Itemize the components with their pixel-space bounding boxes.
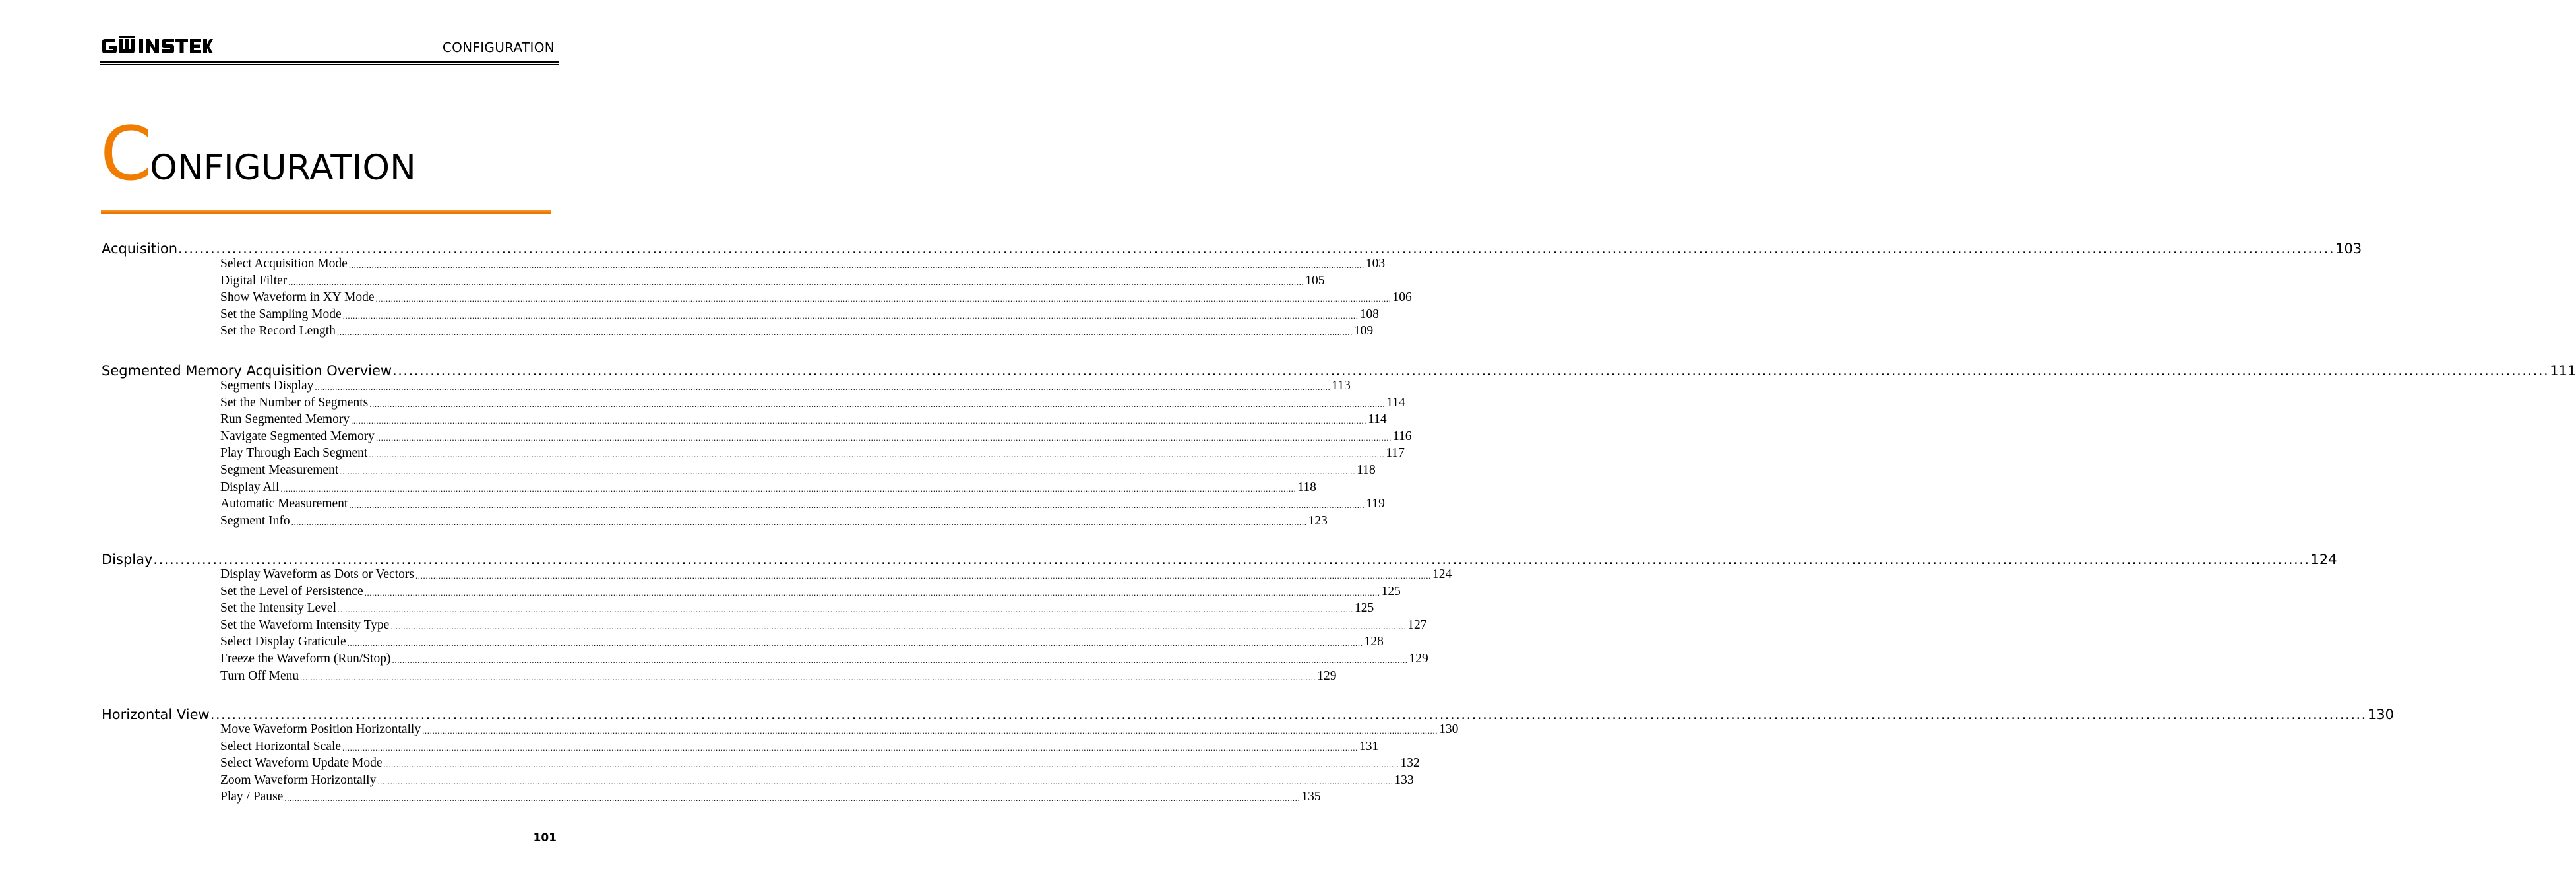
dot-leader: ................................................................................................................................................................................................................................................................................................................................................................................................................ [349, 500, 1365, 511]
toc-entry[interactable] [220, 323, 1374, 339]
toc-entry[interactable] [220, 584, 1401, 600]
toc-section-segmented-memory-acquisition-overview[interactable] [102, 360, 2576, 380]
toc-entry-page: 131 [1359, 739, 1379, 753]
toc-entry-page: 129 [1409, 652, 1428, 666]
toc-entry-label: Select Waveform Update Mode [220, 756, 383, 771]
header-section-title: CONFIGURATION [442, 40, 555, 55]
toc-entry-label: Set the Level of Persistence [220, 584, 363, 598]
toc-entry[interactable] [220, 256, 1386, 272]
toc-section-title: Display [102, 552, 153, 567]
toc-entry-page: 116 [1392, 429, 1412, 443]
toc-entry-page: 109 [1353, 324, 1374, 338]
dot-leader: ................................................................................................................................................................................................................................................................................................................................................................................................................ [369, 398, 1386, 409]
toc-section-acquisition[interactable] [102, 238, 2362, 258]
toc-entry[interactable] [220, 496, 1385, 512]
toc-entry[interactable] [220, 395, 1405, 411]
toc-entry-page: 113 [1332, 379, 1351, 393]
dot-leader: ................................................................................................................................................................................................................................................................................................................................................................................................................ [415, 571, 1431, 581]
dot-leader: ................................................................................................................................................................................................................................................................................................................................................................................................................ [336, 327, 1353, 338]
toc-entry[interactable] [220, 290, 1412, 305]
toc-entry-label: Show Waveform in XY Mode [220, 290, 375, 305]
toc-entry-page: 130 [1439, 722, 1459, 736]
toc-entry[interactable] [220, 567, 1452, 583]
dot-leader: ................................................................................................................................................................................................................................................................................................................................................................................................................ [210, 707, 2367, 722]
toc-entry[interactable] [220, 739, 1379, 755]
dot-leader: ................................................................................................................................................................................................................................................................................................................................................................................................................ [340, 466, 1356, 476]
toc-section-page: 103 [2335, 241, 2362, 257]
toc-entry[interactable] [220, 445, 1405, 461]
dot-leader: ................................................................................................................................................................................................................................................................................................................................................................................................................ [288, 276, 1304, 287]
dot-leader: ................................................................................................................................................................................................................................................................................................................................................................................................................ [375, 294, 1392, 304]
toc-section-display[interactable] [102, 549, 2337, 569]
toc-entry-label: Digital Filter [220, 273, 288, 288]
toc-entry[interactable] [220, 668, 1337, 684]
toc-entry[interactable] [220, 480, 1316, 495]
toc-entry-label: Move Waveform Position Horizontally [220, 722, 421, 736]
toc-entry-label: Set the Sampling Mode [220, 307, 342, 321]
dot-leader: ................................................................................................................................................................................................................................................................................................................................................................................................................ [390, 621, 1407, 631]
toc-entry-page: 132 [1400, 756, 1420, 771]
page-number: 101 [533, 831, 557, 844]
toc-entry-page: 117 [1386, 446, 1405, 461]
toc-entry-label: Play / Pause [220, 790, 284, 804]
toc-entry[interactable] [220, 789, 1321, 805]
dot-leader: ................................................................................................................................................................................................................................................................................................................................................................................................................ [315, 382, 1331, 392]
dot-leader: ................................................................................................................................................................................................................................................................................................................................................................................................................ [392, 655, 1408, 665]
toc-entry[interactable] [220, 273, 1325, 289]
dot-leader: ................................................................................................................................................................................................................................................................................................................................................................................................................ [348, 260, 1365, 270]
toc-entry-label: Display Waveform as Dots or Vectors [220, 567, 414, 581]
toc-entry-label: Set the Waveform Intensity Type [220, 618, 390, 632]
dot-leader: ................................................................................................................................................................................................................................................................................................................................................................................................................ [422, 726, 1438, 736]
toc-entry[interactable] [220, 600, 1374, 616]
toc-entry[interactable] [220, 722, 1459, 738]
toc-entry[interactable] [220, 513, 1328, 529]
toc-entry-label: Navigate Segmented Memory [220, 429, 375, 443]
dot-leader: ................................................................................................................................................................................................................................................................................................................................................................................................................ [284, 793, 1301, 804]
toc-entry-page: 108 [1359, 307, 1379, 321]
toc-entry-label: Freeze the Waveform (Run/Stop) [220, 652, 391, 666]
toc-entry[interactable] [220, 462, 1376, 478]
toc-entry-page: 133 [1394, 773, 1414, 787]
toc-entry[interactable] [220, 755, 1420, 771]
toc-entry-label: Select Acquisition Mode [220, 257, 348, 270]
toc-entry[interactable] [220, 773, 1414, 788]
dot-leader: ................................................................................................................................................................................................................................................................................................................................................................................................................ [351, 416, 1367, 426]
toc-entry[interactable] [220, 378, 1351, 394]
toc-section-title: Segmented Memory Acquisition Overview [102, 363, 392, 379]
toc-section-page: 124 [2310, 552, 2337, 567]
dot-leader: ................................................................................................................................................................................................................................................................................................................................................................................................................ [375, 432, 1392, 443]
dot-leader: ................................................................................................................................................................................................................................................................................................................................................................................................................ [291, 517, 1307, 527]
toc-entry-page: 106 [1392, 290, 1412, 305]
toc-entry-page: 114 [1386, 395, 1405, 410]
toc-entry[interactable] [220, 651, 1428, 667]
toc-entry[interactable] [220, 307, 1379, 323]
toc-entry-label: Set the Number of Segments [220, 395, 369, 410]
chapter-title-rest: ONFIGURATION [150, 148, 416, 188]
dot-leader: ................................................................................................................................................................................................................................................................................................................................................................................................................ [392, 363, 2550, 379]
dot-leader: ................................................................................................................................................................................................................................................................................................................................................................................................................ [300, 672, 1316, 682]
toc-entry-label: Set the Intensity Level [220, 601, 336, 616]
toc-entry-label: Play Through Each Segment [220, 446, 368, 461]
dot-leader: ................................................................................................................................................................................................................................................................................................................................................................................................................ [280, 483, 1297, 493]
dot-leader: ................................................................................................................................................................................................................................................................................................................................................................................................................ [153, 552, 2310, 567]
toc-entry-page: 127 [1407, 618, 1427, 632]
toc-entry-label: Select Display Graticule [220, 635, 346, 649]
toc-entry[interactable] [220, 634, 1384, 650]
toc-section-title: Horizontal View [102, 707, 210, 722]
dot-leader: ................................................................................................................................................................................................................................................................................................................................................................................................................ [342, 310, 1359, 321]
chapter-title-initial: C [100, 111, 150, 197]
toc-entry-page: 118 [1357, 463, 1376, 477]
toc-entry-page: 125 [1355, 601, 1374, 616]
toc-entry-label: Segment Info [220, 513, 290, 528]
toc-entry-label: Zoom Waveform Horizontally [220, 773, 377, 787]
dot-leader: ................................................................................................................................................................................................................................................................................................................................................................................................................ [342, 742, 1359, 753]
toc-entry-page: 123 [1308, 513, 1328, 528]
toc-section-title: Acquisition [102, 241, 178, 257]
toc-entry-label: Segment Measurement [220, 463, 339, 477]
toc-entry[interactable] [220, 618, 1427, 633]
dot-leader: ................................................................................................................................................................................................................................................................................................................................................................................................................ [383, 759, 1399, 770]
toc-entry[interactable] [220, 429, 1412, 445]
dot-leader: ................................................................................................................................................................................................................................................................................................................................................................................................................ [347, 638, 1363, 649]
toc-entry-label: Set the Record Length [220, 324, 336, 338]
toc-entry-page: 129 [1317, 668, 1337, 683]
toc-section-horizontal-view[interactable] [102, 704, 2394, 724]
toc-entry-label: Automatic Measurement [220, 497, 348, 511]
toc-entry-label: Run Segmented Memory [220, 412, 350, 427]
toc-entry-label: Turn Off Menu [220, 668, 299, 683]
dot-leader: ................................................................................................................................................................................................................................................................................................................................................................................................................ [364, 587, 1380, 598]
toc-entry-page: 124 [1432, 567, 1452, 581]
toc-entry-label: Select Horizontal Scale [220, 739, 342, 753]
toc-entry-label: Display All [220, 480, 280, 494]
dot-leader: ................................................................................................................................................................................................................................................................................................................................................................................................................ [369, 449, 1385, 460]
toc-entry[interactable] [220, 412, 1387, 428]
toc-entry-page: 128 [1364, 635, 1384, 649]
toc-entry-label: Segments Display [220, 379, 314, 393]
toc-entry-page: 105 [1305, 273, 1325, 288]
toc-entry-page: 125 [1381, 584, 1401, 598]
toc-entry-page: 118 [1297, 480, 1316, 494]
dot-leader: ................................................................................................................................................................................................................................................................................................................................................................................................................ [377, 776, 1394, 786]
toc-entry-page: 114 [1368, 412, 1387, 427]
dot-leader: ................................................................................................................................................................................................................................................................................................................................................................................................................ [178, 241, 2335, 257]
toc-section-page: 111 [2550, 363, 2576, 379]
toc-section-page: 130 [2367, 707, 2394, 722]
toc-entry-page: 119 [1366, 497, 1385, 511]
toc-entry-page: 135 [1301, 790, 1321, 804]
dot-leader: ................................................................................................................................................................................................................................................................................................................................................................................................................ [338, 604, 1353, 615]
toc-entry-page: 103 [1365, 257, 1386, 270]
